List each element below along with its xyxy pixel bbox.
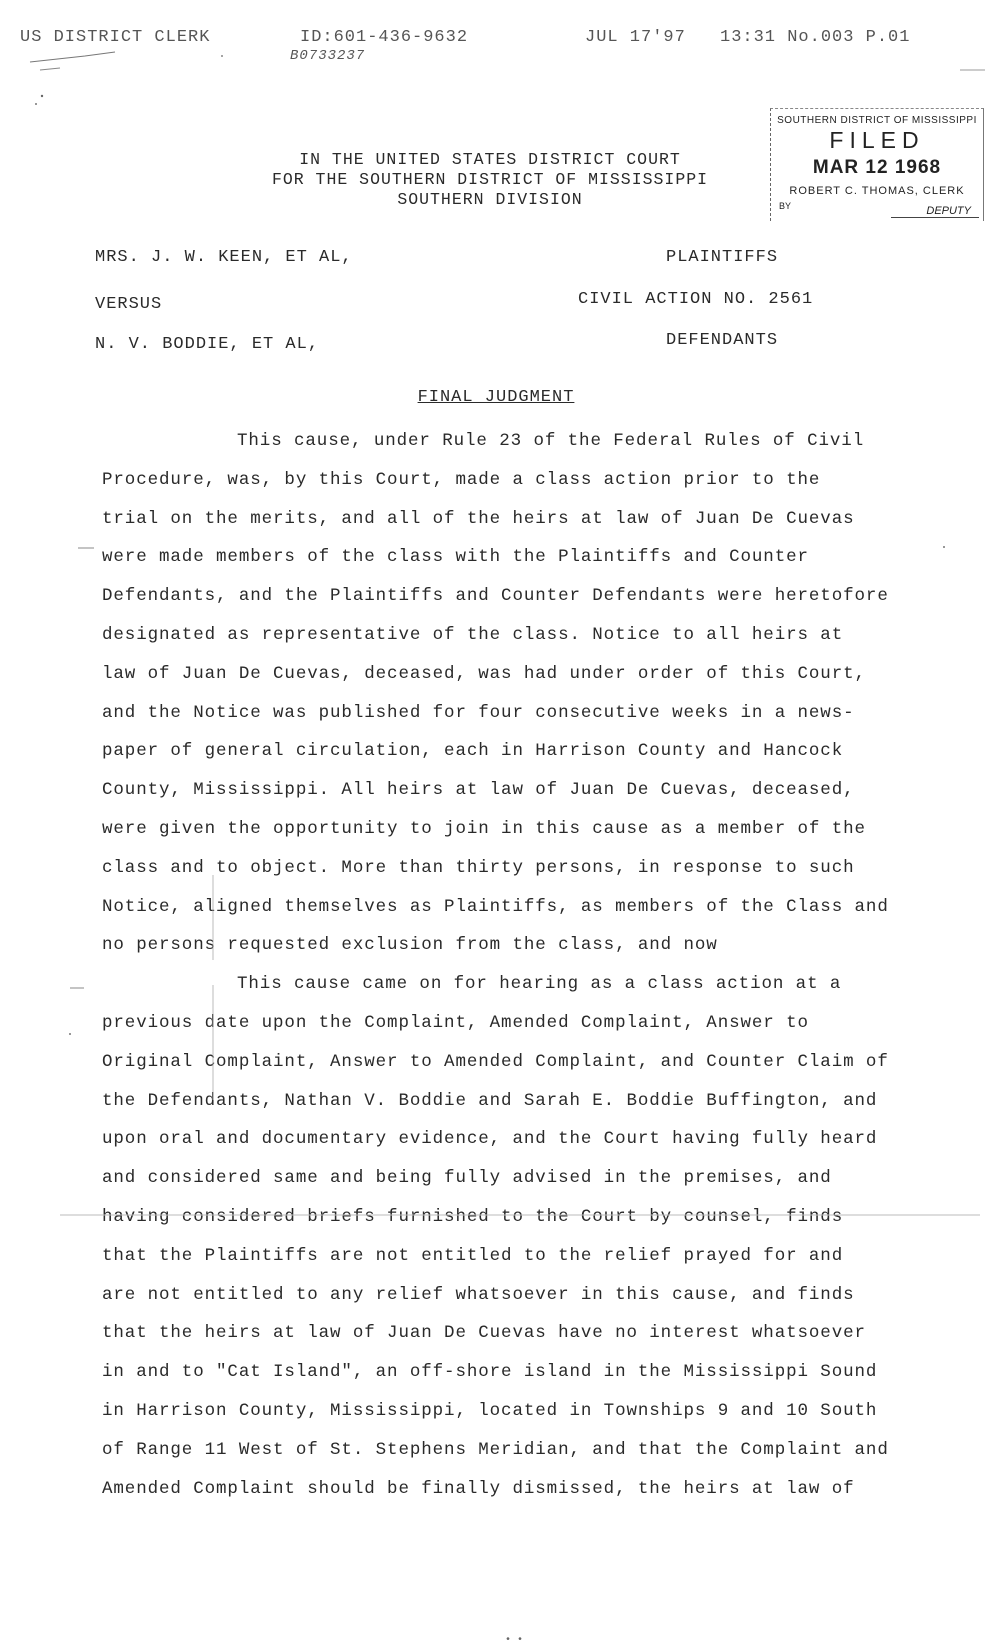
body-line: and the Notice was published for four consecutive weeks in a news-	[102, 702, 855, 723]
stamp-district: SOUTHERN DISTRICT OF MISSISSIPPI	[777, 115, 977, 126]
body-line: having considered briefs furnished to the Court by counsel, finds	[102, 1206, 844, 1227]
body-line: class and to object. More than thirty persons, in response to such	[102, 857, 855, 878]
body-line: are not entitled to any relief whatsoever in this cause, and finds	[102, 1284, 855, 1305]
defendants-name: N. V. BODDIE, ET AL,	[95, 335, 320, 354]
court-line-1: IN THE UNITED STATES DISTRICT COURT	[299, 150, 681, 169]
body-line: Procedure, was, by this Court, made a class action prior to the	[102, 469, 821, 490]
plaintiffs-label: PLAINTIFFS	[666, 248, 779, 267]
stamp-deputy: DEPUTY	[926, 205, 971, 217]
body-line: This cause, under Rule 23 of the Federal Rules of Civil	[237, 431, 865, 451]
body-line: law of Juan De Cuevas, deceased, was had under order of this Court,	[102, 663, 866, 684]
body-line: designated as representative of the class. Notice to all heirs at	[102, 624, 844, 645]
body-line: were made members of the class with the Plaintiffs and Counter	[102, 547, 809, 568]
fax-time-page: 13:31 No.003 P.01	[720, 28, 911, 47]
court-line-2: FOR THE SOUTHERN DISTRICT OF MISSISSIPPI	[271, 170, 709, 189]
body-line: that the heirs at law of Juan De Cuevas have no interest whatsoever	[102, 1323, 866, 1344]
stamp-date: MAR 12 1968	[812, 157, 942, 178]
stamp-by: BY	[779, 201, 792, 211]
page-mark-dot: • •	[505, 1635, 524, 1646]
body-line: This cause came on for hearing as a class action at a	[237, 974, 842, 995]
body-line: Notice, aligned themselves as Plaintiffs, as members of the Class and	[102, 896, 889, 917]
body-line: upon oral and documentary evidence, and the Court having fully heard	[102, 1129, 878, 1150]
body-line: no persons requested exclusion from the class, and now	[102, 935, 718, 956]
versus-label: VERSUS	[95, 295, 163, 314]
body-line: Defendants, and the Plaintiffs and Counter Defendants were heretofore	[102, 586, 889, 607]
body-line: and considered same and being fully advised in the premises, and	[102, 1168, 832, 1189]
final-judgment-title: FINAL JUDGMENT	[417, 388, 575, 407]
civil-action-number: CIVIL ACTION NO. 2561	[578, 290, 814, 309]
body-line: in Harrison County, Mississippi, located in Townships 9 and 10 South	[102, 1400, 878, 1421]
fax-header	[0, 28, 992, 58]
body-line: the Defendants, Nathan V. Boddie and Sarah E. Boddie Buffington, and	[102, 1090, 878, 1111]
filed-stamp	[770, 108, 984, 221]
body-line: trial on the merits, and all of the heirs at law of Juan De Cuevas	[102, 508, 855, 529]
body-line: Original Complaint, Answer to Amended Complaint, and Counter Claim of	[102, 1051, 889, 1072]
document-heading	[0, 388, 992, 407]
body-line: were given the opportunity to join in this cause as a member of the	[102, 818, 866, 839]
stamp-clerk: ROBERT C. THOMAS, CLERK	[789, 185, 965, 197]
court-title	[220, 150, 760, 210]
body-line: that the Plaintiffs are not entitled to the relief prayed for and	[102, 1245, 844, 1266]
plaintiffs-name: MRS. J. W. KEEN, ET AL,	[95, 248, 353, 267]
body-line: previous date upon the Complaint, Amended Complaint, Answer to	[102, 1012, 809, 1033]
fax-date: JUL 17'97	[585, 28, 686, 47]
fax-sender: US DISTRICT CLERK	[20, 28, 211, 47]
fax-id: ID:601-436-9632	[300, 28, 469, 47]
body-line: paper of general circulation, each in Harrison County and Hancock	[102, 741, 844, 762]
body-line: of Range 11 West of St. Stephens Meridian, and that the Complaint and	[102, 1439, 889, 1460]
judgment-body	[102, 422, 952, 1508]
defendants-label: DEFENDANTS	[666, 331, 779, 350]
body-line: County, Mississippi. All heirs at law of Juan De Cuevas, deceased,	[102, 780, 855, 801]
handwritten-number: B0733237	[290, 48, 366, 64]
body-line: in and to "Cat Island", an off-shore island in the Mississippi Sound	[102, 1362, 878, 1383]
body-line: Amended Complaint should be finally dismissed, the heirs at law of	[102, 1478, 855, 1499]
stamp-filed: FILED	[829, 127, 925, 153]
stamp-signature-line	[891, 217, 979, 218]
court-line-3: SOUTHERN DIVISION	[397, 190, 583, 209]
